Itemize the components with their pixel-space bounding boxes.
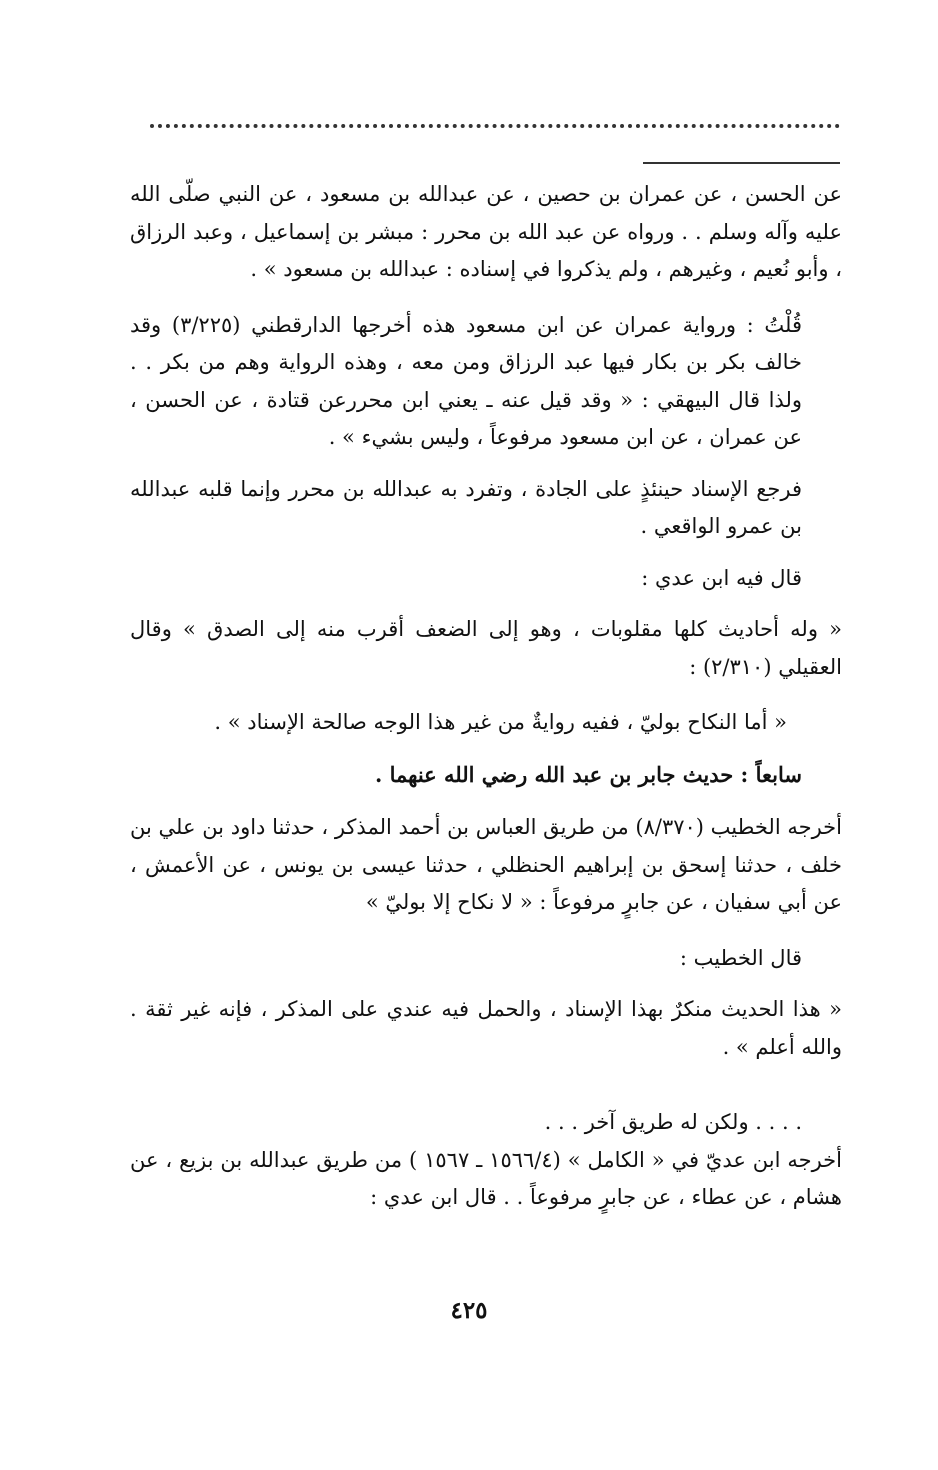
paragraph-10: . . . . ولكن له طريق آخر . . . (544, 1110, 802, 1134)
paragraph-7: أخرجه الخطيب (٨/٣٧٠) من طريق العباس بن أحمد المذكر ، حدثنا داود بن علي بن خلف ، حدثنا إسحق بن إبراهيم الحنظلي ، حدثنا عيسى بن يونس ، عن الأعمش ، عن أبي سفيان ، عن جابرٍ مرفوعاً : « لا نكاح إلا بوليّ » (130, 815, 842, 914)
paragraph-8: قال الخطيب : (679, 945, 802, 970)
footnote-rule (643, 162, 840, 164)
paragraph-2: قُلْتُ : ورواية عمران عن ابن مسعود هذه أخرجها الدارقطني (٣/٢٢٥) وقد خالف بكر بن بكار فيها عبد الرزاق ومن معه ، وهذه الرواية وهم من بكر . . ولذا قال البيهقي : « وقد قيل عنه ـ يعني ابن محررعن قتادة ، عن الحسن ، عن عمران ، عن ابن مسعود مرفوعاً ، وليس بشيء » . (130, 312, 802, 449)
section-heading: سابعاً : حديث جابر بن عبد الله رضي الله عنهما . (375, 761, 802, 787)
page-body (130, 176, 842, 1235)
paragraph-11: أخرجه ابن عديّ في « الكامل » (١٥٦٦/٤ ـ ١٥٦٧ ) من طريق عبدالله بن بزيع ، عن هشام ، عن عطاء ، عن جابرٍ مرفوعاً . . قال ابن عدي : (130, 1147, 842, 1209)
dotted-separator (150, 124, 840, 128)
paragraph-3: فرجع الإسناد حينئذٍ على الجادة ، وتفرد به عبدالله بن محرر وإنما قلبه عبدالله بن عمرو الواقعي . (130, 476, 802, 538)
paragraph-4: قال فيه ابن عدي : (641, 565, 802, 590)
paragraph-5: « وله أحاديث كلها مقلوبات ، وهو إلى الضعف أقرب منه إلى الصدق » وقال العقيلي (٢/٣١٠) : (130, 617, 842, 679)
paragraph-1: عن الحسن ، عن عمران بن حصين ، عن عبدالله بن مسعود ، عن النبي صلّى الله عليه وآله وسلم . . ورواه عن عبد الله بن محرر : مبشر بن إسماعيل ، وعبد الرزاق ، وأبو نُعيم ، وغيرهم ، ولم يذكروا في إسناده : عبدالله بن مسعود » . (130, 182, 842, 281)
page-number: ٤٢٥ (450, 1297, 488, 1324)
paragraph-9: « هذا الحديث منكرٌ بهذا الإسناد ، والحمل فيه عندي على المذكر ، فإنه غير ثقة . والله أعلم » . (130, 997, 842, 1059)
paragraph-6: « أما النكاح بوليّ ، ففيه روايةٌ من غير هذا الوجه صالحة الإسناد » . (214, 710, 787, 734)
